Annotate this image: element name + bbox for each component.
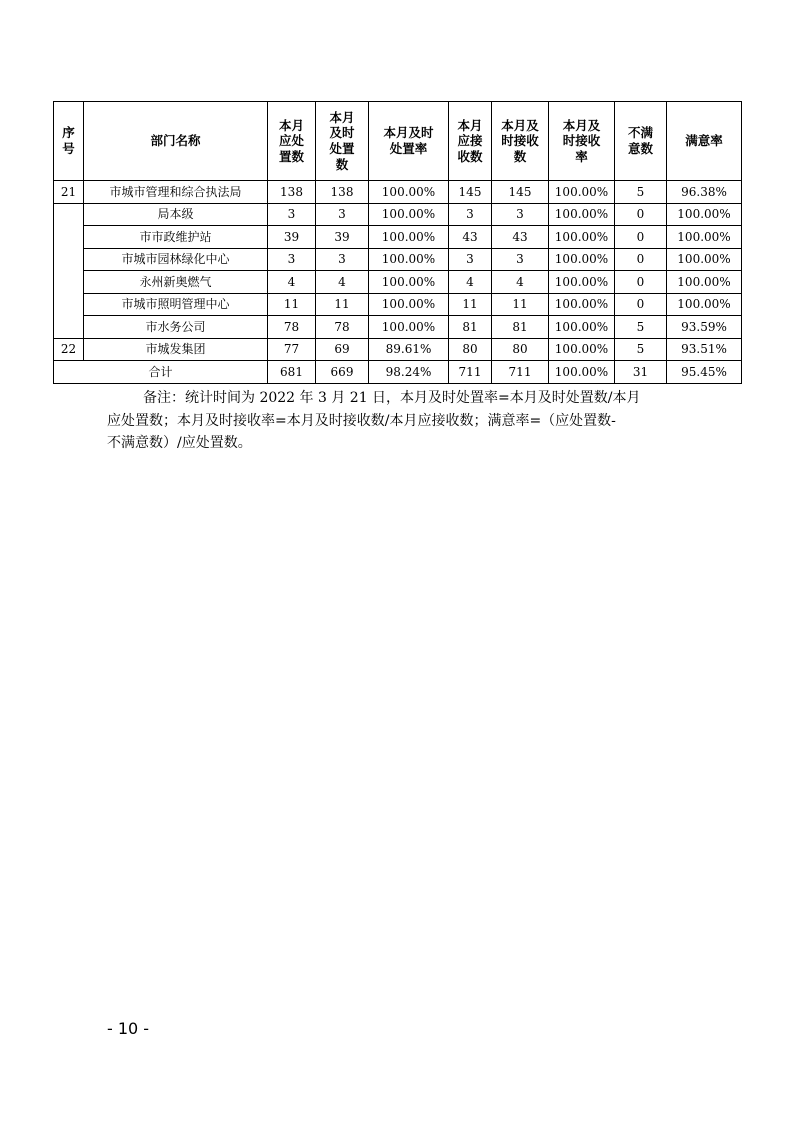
cell-dept: 局本级 xyxy=(84,203,268,226)
cell-timely-receive-rate: 100.00% xyxy=(549,181,615,204)
cell-satisfaction: 93.51% xyxy=(667,338,742,361)
cell-timely-handle-rate: 100.00% xyxy=(369,203,449,226)
cell-should-receive: 3 xyxy=(449,203,492,226)
cell-timely-handle: 669 xyxy=(316,361,369,384)
cell-timely-handle-rate: 100.00% xyxy=(369,271,449,294)
table-row xyxy=(54,181,742,204)
cell-dept: 市城市照明管理中心 xyxy=(84,293,268,316)
table-row xyxy=(54,338,742,361)
cell-timely-handle: 78 xyxy=(316,316,369,339)
cell-unsatisfied: 5 xyxy=(615,338,667,361)
cell-total-label: 合计 xyxy=(54,361,268,384)
cell-unsatisfied: 0 xyxy=(615,203,667,226)
note-line-3: 不满意数）/应处置数。 xyxy=(107,435,252,451)
cell-should-receive: 43 xyxy=(449,226,492,249)
cell-satisfaction: 96.38% xyxy=(667,181,742,204)
cell-timely-handle: 138 xyxy=(316,181,369,204)
cell-unsatisfied: 0 xyxy=(615,271,667,294)
cell-dept: 永州新奥燃气 xyxy=(84,271,268,294)
cell-timely-handle: 3 xyxy=(316,203,369,226)
cell-timely-receive-rate: 100.00% xyxy=(549,338,615,361)
cell-should-handle: 138 xyxy=(268,181,316,204)
cell-should-receive: 145 xyxy=(449,181,492,204)
cell-timely-handle-rate: 100.00% xyxy=(369,293,449,316)
header-timely-receive-rate: 本月及 时接收 率 xyxy=(549,102,615,181)
cell-should-handle: 39 xyxy=(268,226,316,249)
cell-timely-receive-rate: 100.00% xyxy=(549,248,615,271)
cell-should-handle: 681 xyxy=(268,361,316,384)
cell-satisfaction: 100.00% xyxy=(667,203,742,226)
cell-timely-receive: 80 xyxy=(492,338,549,361)
cell-timely-receive-rate: 100.00% xyxy=(549,203,615,226)
cell-timely-receive: 81 xyxy=(492,316,549,339)
header-row xyxy=(54,102,742,181)
table-row xyxy=(54,226,742,249)
note-line-2: 应处置数；本月及时接收率=本月及时接收数/本月应接收数；满意率=（应处置数- xyxy=(107,412,616,429)
cell-should-receive: 711 xyxy=(449,361,492,384)
header-unsatisfied: 不满 意数 xyxy=(615,102,667,181)
cell-timely-handle-rate: 100.00% xyxy=(369,181,449,204)
cell-satisfaction: 95.45% xyxy=(667,361,742,384)
table-row xyxy=(54,248,742,271)
cell-timely-receive: 11 xyxy=(492,293,549,316)
cell-timely-receive: 145 xyxy=(492,181,549,204)
cell-timely-receive-rate: 100.00% xyxy=(549,226,615,249)
cell-seq-group xyxy=(54,203,84,338)
header-should-receive: 本月 应接 收数 xyxy=(449,102,492,181)
cell-timely-receive-rate: 100.00% xyxy=(549,271,615,294)
table-row xyxy=(54,271,742,294)
cell-unsatisfied: 31 xyxy=(615,361,667,384)
cell-timely-handle: 4 xyxy=(316,271,369,294)
cell-should-handle: 3 xyxy=(268,203,316,226)
cell-should-handle: 78 xyxy=(268,316,316,339)
cell-should-handle: 77 xyxy=(268,338,316,361)
cell-timely-handle: 11 xyxy=(316,293,369,316)
cell-satisfaction: 93.59% xyxy=(667,316,742,339)
header-timely-handle-rate: 本月及时 处置率 xyxy=(369,102,449,181)
cell-timely-receive: 4 xyxy=(492,271,549,294)
cell-timely-receive-rate: 100.00% xyxy=(549,361,615,384)
cell-timely-receive-rate: 100.00% xyxy=(549,293,615,316)
table-row xyxy=(54,203,742,226)
cell-unsatisfied: 5 xyxy=(615,181,667,204)
cell-dept: 市城发集团 xyxy=(84,338,268,361)
cell-unsatisfied: 0 xyxy=(615,293,667,316)
cell-timely-handle-rate: 100.00% xyxy=(369,248,449,271)
cell-timely-handle-rate: 89.61% xyxy=(369,338,449,361)
header-dept: 部门名称 xyxy=(84,102,268,181)
cell-should-receive: 4 xyxy=(449,271,492,294)
cell-should-handle: 11 xyxy=(268,293,316,316)
cell-timely-receive-rate: 100.00% xyxy=(549,316,615,339)
header-satisfaction: 满意率 xyxy=(667,102,742,181)
header-should-handle: 本月 应处 置数 xyxy=(268,102,316,181)
table-row xyxy=(54,293,742,316)
total-row xyxy=(54,361,742,384)
cell-should-receive: 81 xyxy=(449,316,492,339)
cell-should-handle: 4 xyxy=(268,271,316,294)
statistics-table xyxy=(53,101,742,384)
cell-should-handle: 3 xyxy=(268,248,316,271)
cell-dept: 市城市园林绿化中心 xyxy=(84,248,268,271)
cell-dept: 市市政维护站 xyxy=(84,226,268,249)
table-note xyxy=(107,387,707,455)
note-line-1: 备注：统计时间为 2022 年 3 月 21 日，本月及时处置率=本月及时处置数/本月 xyxy=(143,390,641,406)
cell-timely-handle-rate: 98.24% xyxy=(369,361,449,384)
cell-timely-receive: 3 xyxy=(492,248,549,271)
page-number: - 10 - xyxy=(107,1019,150,1038)
cell-seq: 21 xyxy=(54,181,84,204)
table-row xyxy=(54,316,742,339)
cell-timely-handle: 39 xyxy=(316,226,369,249)
cell-satisfaction: 100.00% xyxy=(667,271,742,294)
cell-dept: 市城市管理和综合执法局 xyxy=(84,181,268,204)
cell-should-receive: 11 xyxy=(449,293,492,316)
cell-should-receive: 3 xyxy=(449,248,492,271)
cell-unsatisfied: 0 xyxy=(615,226,667,249)
cell-timely-handle: 69 xyxy=(316,338,369,361)
header-timely-receive: 本月及 时接收 数 xyxy=(492,102,549,181)
cell-timely-receive: 43 xyxy=(492,226,549,249)
header-seq: 序 号 xyxy=(54,102,84,181)
cell-timely-handle: 3 xyxy=(316,248,369,271)
cell-should-receive: 80 xyxy=(449,338,492,361)
cell-unsatisfied: 5 xyxy=(615,316,667,339)
cell-timely-receive: 711 xyxy=(492,361,549,384)
cell-timely-receive: 3 xyxy=(492,203,549,226)
cell-satisfaction: 100.00% xyxy=(667,226,742,249)
cell-dept: 市水务公司 xyxy=(84,316,268,339)
cell-satisfaction: 100.00% xyxy=(667,248,742,271)
cell-unsatisfied: 0 xyxy=(615,248,667,271)
cell-timely-handle-rate: 100.00% xyxy=(369,316,449,339)
cell-seq: 22 xyxy=(54,338,84,361)
header-timely-handle: 本月 及时 处置 数 xyxy=(316,102,369,181)
cell-satisfaction: 100.00% xyxy=(667,293,742,316)
cell-timely-handle-rate: 100.00% xyxy=(369,226,449,249)
